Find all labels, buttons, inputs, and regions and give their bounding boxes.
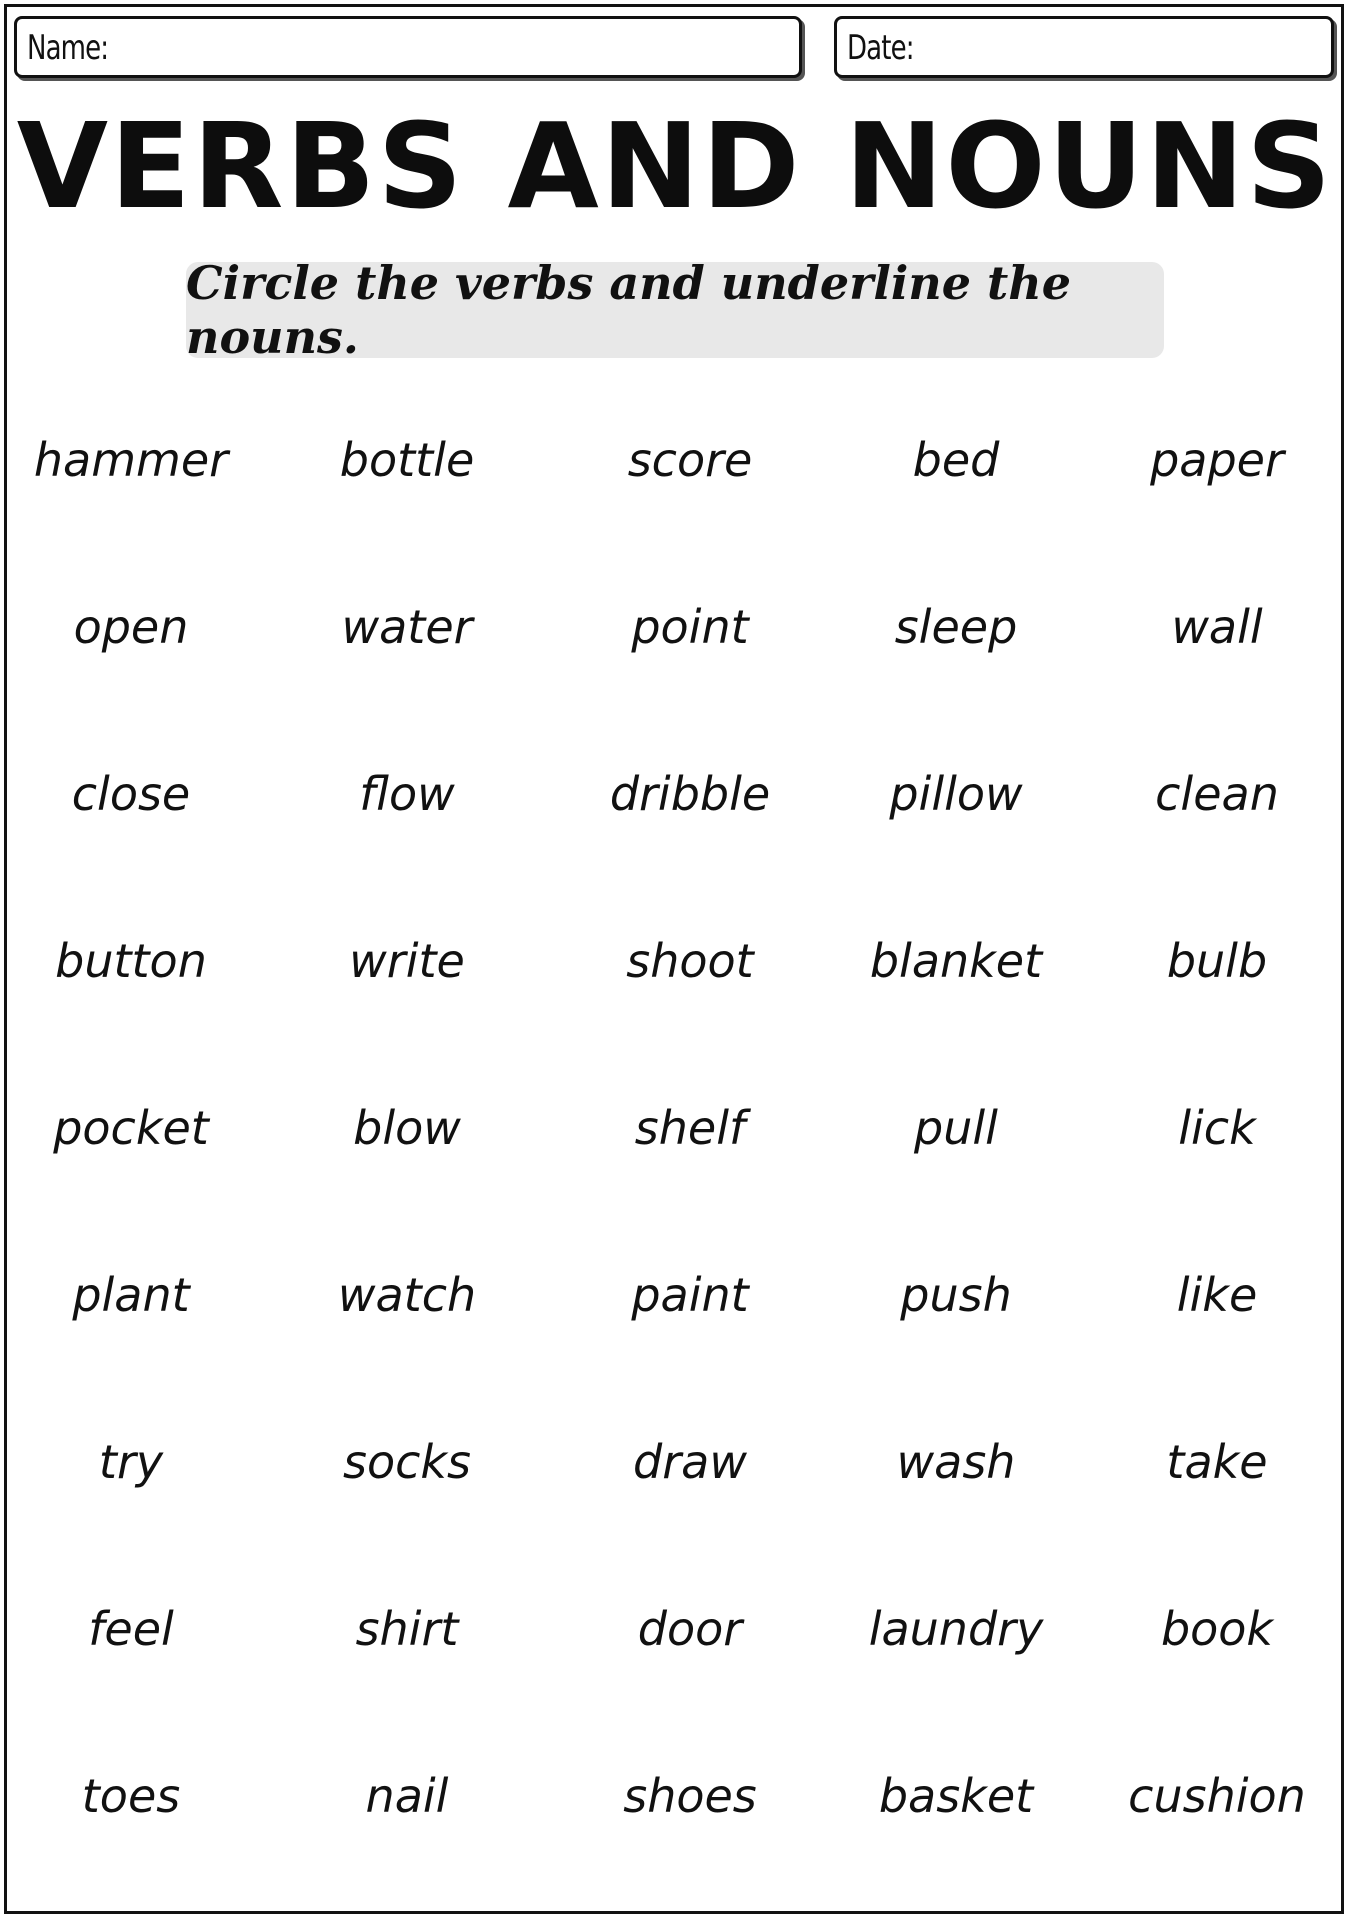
word-item[interactable]: lick xyxy=(1178,1101,1256,1155)
word-item[interactable]: take xyxy=(1166,1435,1268,1489)
word-item[interactable]: bottle xyxy=(339,433,475,487)
word-item[interactable]: sleep xyxy=(894,600,1018,654)
word-item[interactable]: button xyxy=(55,934,207,988)
word-item[interactable]: toes xyxy=(81,1769,181,1823)
word-item[interactable]: shelf xyxy=(634,1101,746,1155)
word-item[interactable]: score xyxy=(627,433,753,487)
word-item[interactable]: paper xyxy=(1150,433,1284,487)
word-item[interactable]: shirt xyxy=(355,1602,459,1656)
word-item[interactable]: close xyxy=(71,767,191,821)
word-item[interactable]: laundry xyxy=(868,1602,1044,1656)
word-item[interactable]: blow xyxy=(353,1101,461,1155)
word-item[interactable]: try xyxy=(98,1435,164,1489)
word-item[interactable]: cushion xyxy=(1128,1769,1306,1823)
name-label: Name: xyxy=(27,28,109,68)
word-item[interactable]: like xyxy=(1176,1268,1258,1322)
word-item[interactable]: bed xyxy=(912,433,1000,487)
word-item[interactable]: clean xyxy=(1155,767,1279,821)
word-item[interactable]: write xyxy=(349,934,465,988)
word-item[interactable]: door xyxy=(637,1602,743,1656)
word-item[interactable]: socks xyxy=(342,1435,471,1489)
word-item[interactable]: wall xyxy=(1171,600,1263,654)
word-item[interactable]: draw xyxy=(633,1435,747,1489)
word-item[interactable]: open xyxy=(73,600,189,654)
word-item[interactable]: pull xyxy=(914,1101,998,1155)
word-item[interactable]: shoes xyxy=(623,1769,757,1823)
word-item[interactable]: paint xyxy=(631,1268,749,1322)
word-item[interactable]: plant xyxy=(72,1268,190,1322)
word-item[interactable]: bulb xyxy=(1166,934,1268,988)
word-item[interactable]: feel xyxy=(88,1602,174,1656)
date-field[interactable] xyxy=(834,16,1334,78)
word-item[interactable]: shoot xyxy=(626,934,754,988)
word-item[interactable]: water xyxy=(341,600,473,654)
word-item[interactable]: point xyxy=(631,600,749,654)
word-item[interactable]: wash xyxy=(896,1435,1016,1489)
word-item[interactable]: dribble xyxy=(609,767,771,821)
date-label: Date: xyxy=(847,28,914,68)
word-item[interactable]: pillow xyxy=(889,767,1023,821)
word-item[interactable]: hammer xyxy=(33,433,229,487)
name-field[interactable] xyxy=(14,16,802,78)
word-grid xyxy=(0,395,1350,1898)
word-item[interactable]: nail xyxy=(365,1769,449,1823)
instruction-text: Circle the verbs and underline the nouns. xyxy=(186,256,1071,364)
word-item[interactable]: blanket xyxy=(869,934,1043,988)
word-item[interactable]: book xyxy=(1160,1602,1274,1656)
worksheet-title: VERBS AND NOUNS xyxy=(16,97,1334,235)
word-item[interactable]: push xyxy=(900,1268,1012,1322)
word-item[interactable]: pocket xyxy=(53,1101,209,1155)
instruction-banner xyxy=(186,256,1164,364)
word-item[interactable]: flow xyxy=(359,767,455,821)
word-item[interactable]: basket xyxy=(878,1769,1034,1823)
word-item[interactable]: watch xyxy=(337,1268,477,1322)
